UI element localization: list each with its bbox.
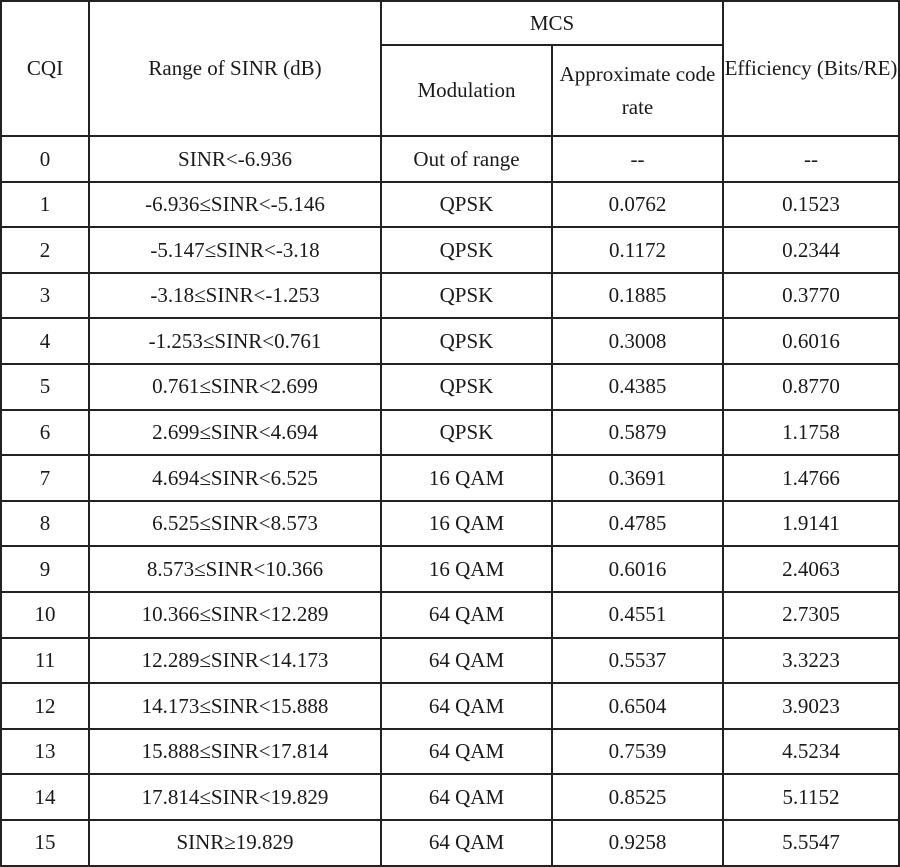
table-header xyxy=(1,1,899,136)
cell-code-rate: 0.7539 xyxy=(552,729,723,775)
table-row xyxy=(1,638,899,684)
cell-cqi: 14 xyxy=(1,774,89,820)
cell-modulation: 64 QAM xyxy=(381,774,552,820)
cell-efficiency: 5.5547 xyxy=(723,820,899,866)
cell-code-rate: 0.9258 xyxy=(552,820,723,866)
cell-cqi: 1 xyxy=(1,182,89,228)
cell-cqi: 12 xyxy=(1,683,89,729)
cell-code-rate: 0.1885 xyxy=(552,273,723,319)
cell-cqi: 8 xyxy=(1,501,89,547)
cell-modulation: QPSK xyxy=(381,410,552,456)
table-row xyxy=(1,136,899,182)
cell-modulation: Out of range xyxy=(381,136,552,182)
cell-sinr-range: -6.936≤SINR<-5.146 xyxy=(89,182,381,228)
cell-modulation: 64 QAM xyxy=(381,729,552,775)
cell-code-rate: -- xyxy=(552,136,723,182)
cell-code-rate: 0.4785 xyxy=(552,501,723,547)
cell-efficiency: 3.9023 xyxy=(723,683,899,729)
cell-code-rate: 0.3691 xyxy=(552,455,723,501)
table-row xyxy=(1,774,899,820)
cell-efficiency: 1.1758 xyxy=(723,410,899,456)
cell-efficiency: 2.4063 xyxy=(723,546,899,592)
cell-code-rate: 0.4551 xyxy=(552,592,723,638)
cell-efficiency: 0.6016 xyxy=(723,318,899,364)
table-row xyxy=(1,318,899,364)
header-efficiency: Efficiency (Bits/RE) xyxy=(723,1,899,136)
cell-sinr-range: SINR<-6.936 xyxy=(89,136,381,182)
cell-cqi: 9 xyxy=(1,546,89,592)
header-mcs: MCS xyxy=(381,1,723,45)
cell-sinr-range: 4.694≤SINR<6.525 xyxy=(89,455,381,501)
cell-efficiency: 3.3223 xyxy=(723,638,899,684)
cell-modulation: 64 QAM xyxy=(381,592,552,638)
cell-code-rate: 0.1172 xyxy=(552,227,723,273)
cell-code-rate: 0.0762 xyxy=(552,182,723,228)
cell-cqi: 3 xyxy=(1,273,89,319)
cell-sinr-range: -1.253≤SINR<0.761 xyxy=(89,318,381,364)
cell-modulation: QPSK xyxy=(381,273,552,319)
cell-sinr-range: -5.147≤SINR<-3.18 xyxy=(89,227,381,273)
cell-modulation: 16 QAM xyxy=(381,546,552,592)
cell-sinr-range: SINR≥19.829 xyxy=(89,820,381,866)
cell-modulation: 16 QAM xyxy=(381,455,552,501)
header-cqi: CQI xyxy=(1,1,89,136)
cell-efficiency: 0.8770 xyxy=(723,364,899,410)
cell-efficiency: 1.4766 xyxy=(723,455,899,501)
cell-code-rate: 0.6504 xyxy=(552,683,723,729)
cell-efficiency: -- xyxy=(723,136,899,182)
cell-sinr-range: 8.573≤SINR<10.366 xyxy=(89,546,381,592)
table-row xyxy=(1,592,899,638)
header-row-top xyxy=(1,1,899,45)
cell-cqi: 4 xyxy=(1,318,89,364)
cell-cqi: 15 xyxy=(1,820,89,866)
table-row xyxy=(1,364,899,410)
cell-code-rate: 0.6016 xyxy=(552,546,723,592)
cell-cqi: 0 xyxy=(1,136,89,182)
cell-sinr-range: 15.888≤SINR<17.814 xyxy=(89,729,381,775)
cell-code-rate: 0.8525 xyxy=(552,774,723,820)
cell-efficiency: 1.9141 xyxy=(723,501,899,547)
cell-efficiency: 0.3770 xyxy=(723,273,899,319)
table-row xyxy=(1,546,899,592)
table-row xyxy=(1,273,899,319)
table-row xyxy=(1,729,899,775)
cell-cqi: 7 xyxy=(1,455,89,501)
cell-code-rate: 0.5537 xyxy=(552,638,723,684)
cell-sinr-range: 17.814≤SINR<19.829 xyxy=(89,774,381,820)
cell-cqi: 6 xyxy=(1,410,89,456)
cell-efficiency: 4.5234 xyxy=(723,729,899,775)
cell-cqi: 10 xyxy=(1,592,89,638)
header-modulation: Modulation xyxy=(381,45,552,136)
table-row xyxy=(1,455,899,501)
table-row xyxy=(1,410,899,456)
cell-modulation: 64 QAM xyxy=(381,683,552,729)
cell-code-rate: 0.4385 xyxy=(552,364,723,410)
cell-modulation: QPSK xyxy=(381,182,552,228)
cell-modulation: 16 QAM xyxy=(381,501,552,547)
cell-modulation: QPSK xyxy=(381,318,552,364)
table-row xyxy=(1,227,899,273)
cell-cqi: 2 xyxy=(1,227,89,273)
cell-modulation: QPSK xyxy=(381,364,552,410)
cell-code-rate: 0.5879 xyxy=(552,410,723,456)
cell-sinr-range: 12.289≤SINR<14.173 xyxy=(89,638,381,684)
table-body xyxy=(1,136,899,866)
cell-sinr-range: 14.173≤SINR<15.888 xyxy=(89,683,381,729)
cell-cqi: 11 xyxy=(1,638,89,684)
cell-modulation: 64 QAM xyxy=(381,820,552,866)
cell-modulation: QPSK xyxy=(381,227,552,273)
table-row xyxy=(1,820,899,866)
cell-cqi: 5 xyxy=(1,364,89,410)
cell-sinr-range: 6.525≤SINR<8.573 xyxy=(89,501,381,547)
cell-efficiency: 2.7305 xyxy=(723,592,899,638)
cell-cqi: 13 xyxy=(1,729,89,775)
header-sinr-range: Range of SINR (dB) xyxy=(89,1,381,136)
cell-sinr-range: 2.699≤SINR<4.694 xyxy=(89,410,381,456)
table-row xyxy=(1,501,899,547)
table-row xyxy=(1,182,899,228)
cell-sinr-range: 10.366≤SINR<12.289 xyxy=(89,592,381,638)
cell-sinr-range: -3.18≤SINR<-1.253 xyxy=(89,273,381,319)
cell-modulation: 64 QAM xyxy=(381,638,552,684)
cell-efficiency: 0.2344 xyxy=(723,227,899,273)
header-code-rate: Approximate code rate xyxy=(552,45,723,136)
cell-efficiency: 5.1152 xyxy=(723,774,899,820)
cell-sinr-range: 0.761≤SINR<2.699 xyxy=(89,364,381,410)
cell-efficiency: 0.1523 xyxy=(723,182,899,228)
cell-code-rate: 0.3008 xyxy=(552,318,723,364)
table-row xyxy=(1,683,899,729)
